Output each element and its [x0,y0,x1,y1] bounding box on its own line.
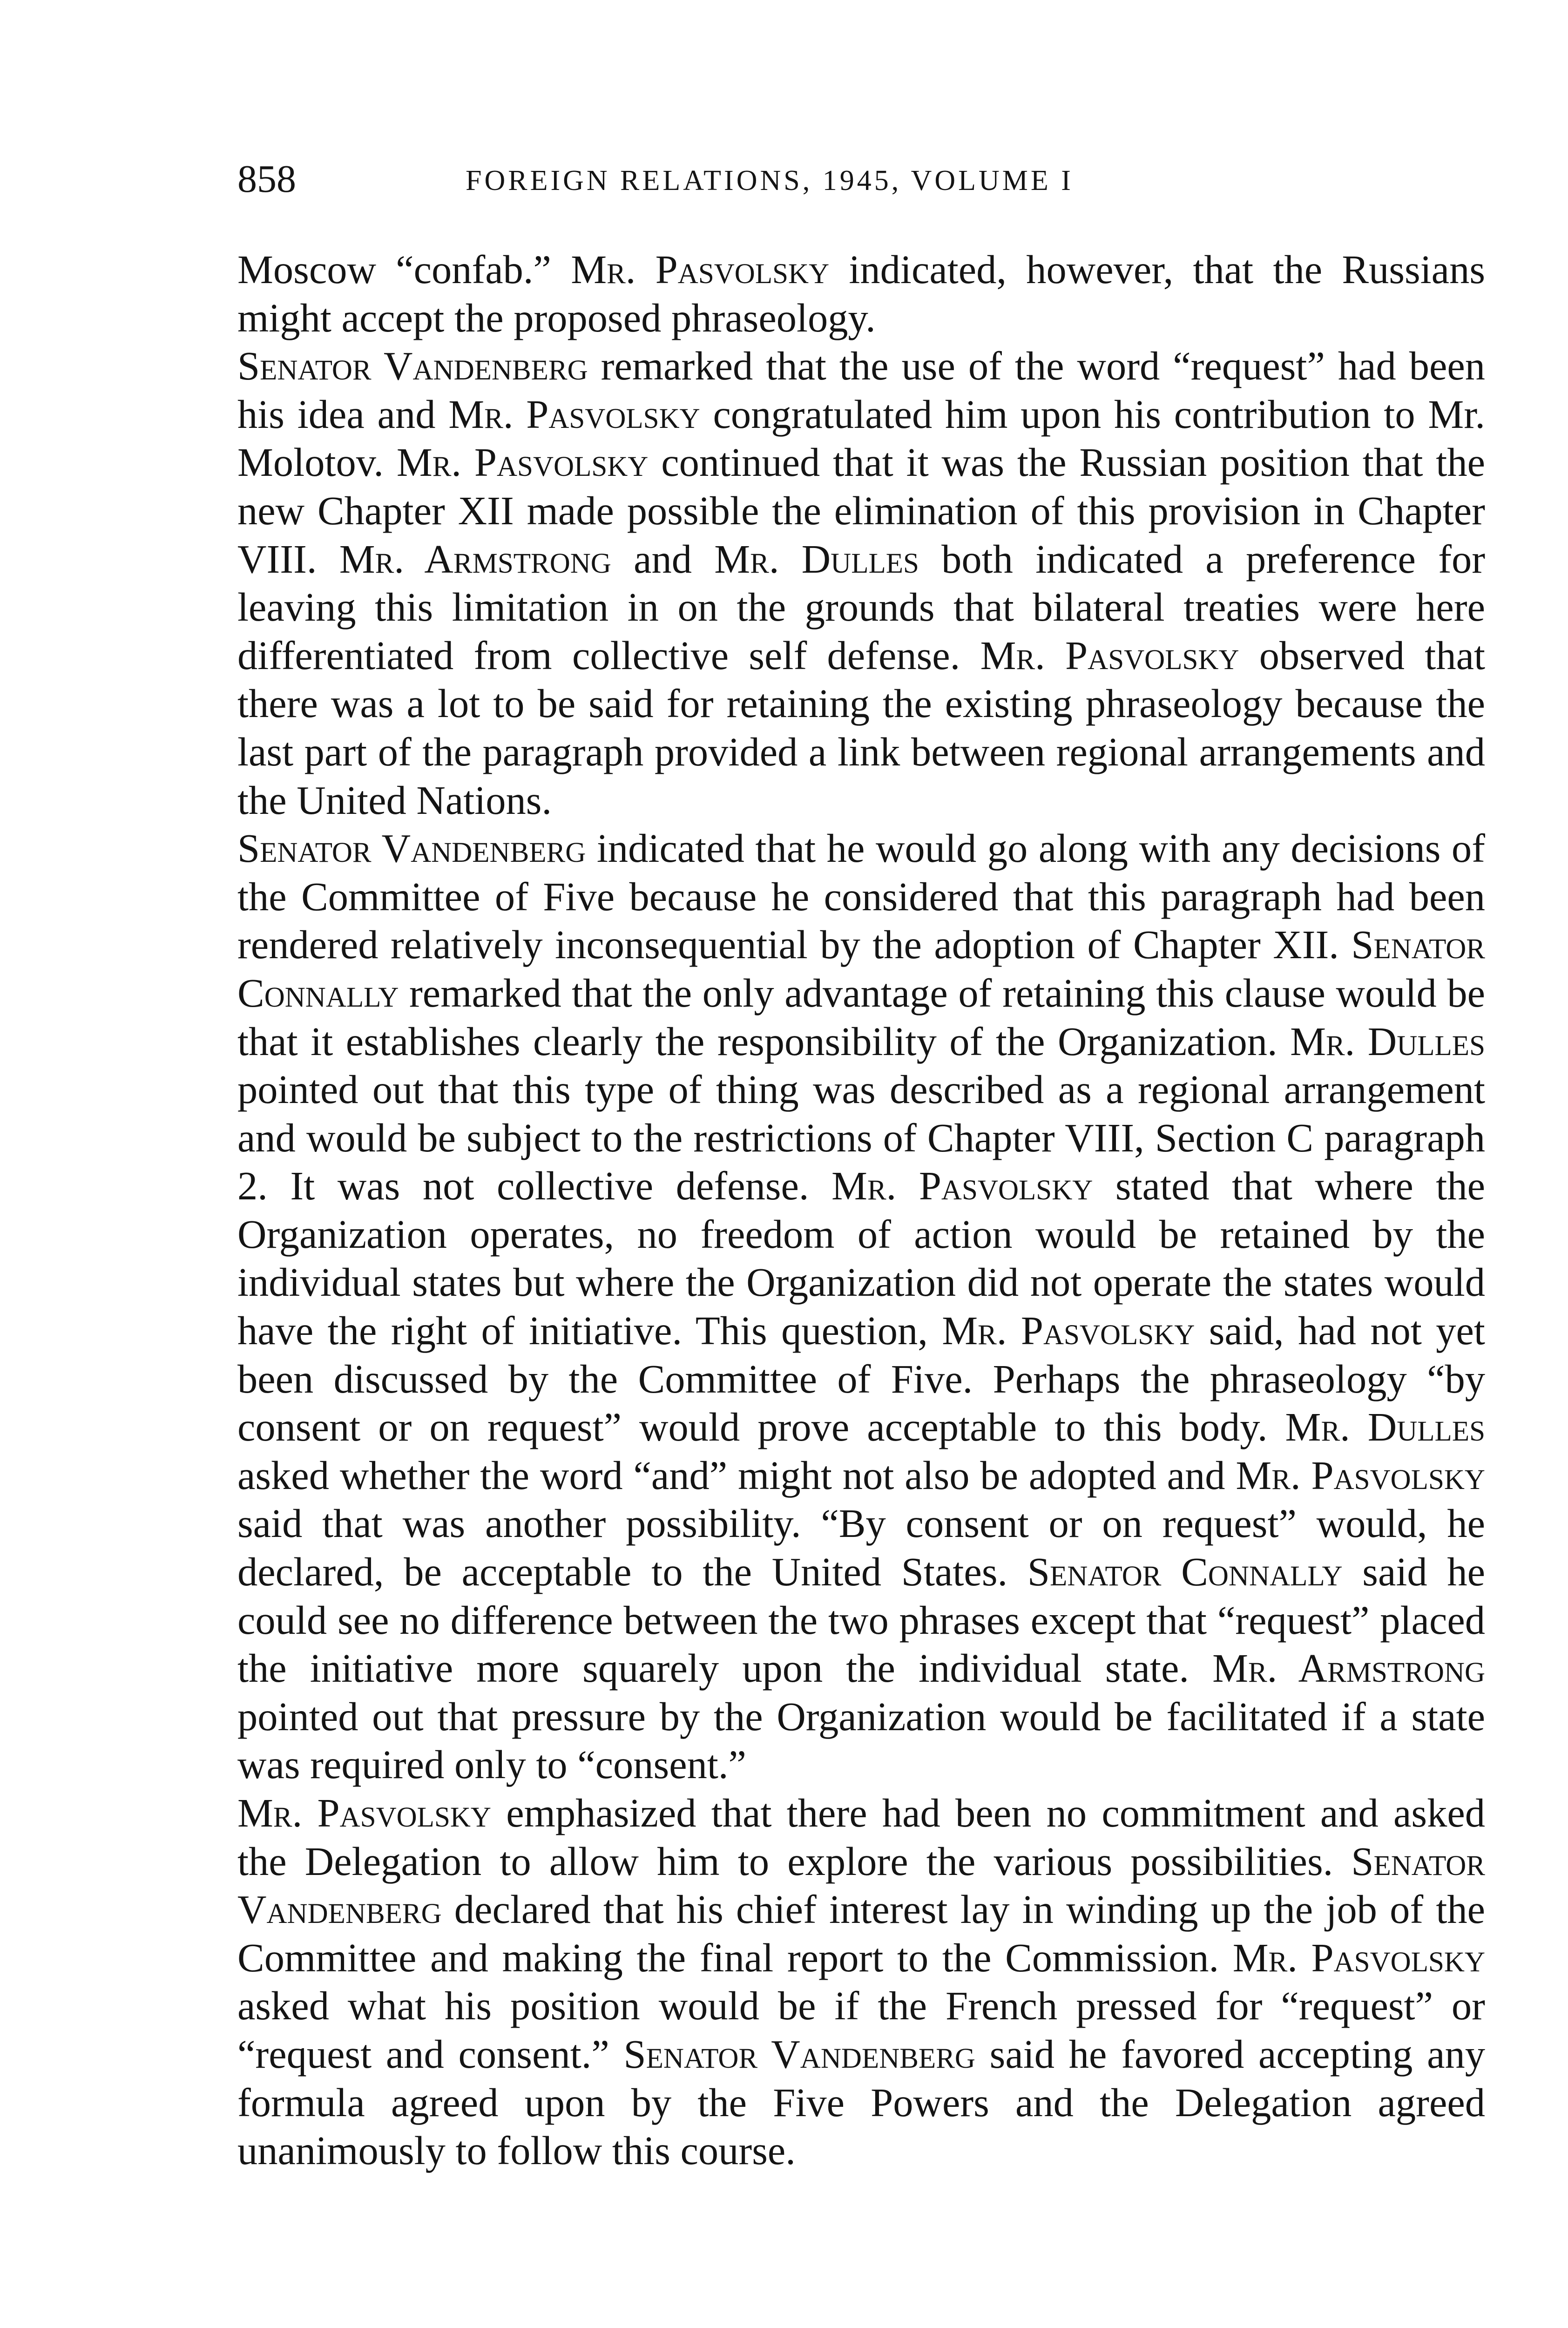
speaker-name: Mr. Pasvolsky [942,1308,1195,1353]
speaker-name: Mr. Pasvolsky [831,1164,1093,1209]
text-run: Moscow “confab.” [237,247,571,292]
page-number: 858 [237,157,296,201]
text-run: stated that where the Organization operates, no freedom of action would be retained by the individual states but where the Organization did not operate the states would have the right of initiative. This question, [237,1164,1485,1353]
text-run: congratulated him upon his contribution to Mr. Molotov. [237,392,1485,485]
running-head [237,154,1485,205]
paragraph-3 [237,825,1485,1789]
text-run: said, had not yet been discussed by the Committee of Five. Perhaps the phraseology “by consent or on request” would prove acceptable to this body. [237,1308,1485,1450]
paragraph-4 [237,1789,1485,2175]
text-run: indicated, however, that the Russians might accept the proposed phraseology. [237,247,1485,340]
text-run: said he favored accepting any formula agreed upon by the Five Powers and the Delegation agreed unanimously to follow this course. [237,2031,1486,2173]
speaker-name: Mr. Pasvolsky [237,1791,491,1835]
text-run: pointed out that pressure by the Organization would be facilitated if a state was required only to “consent.” [237,1694,1485,1787]
speaker-name: Mr. Pasvolsky [571,247,830,292]
running-title: FOREIGN RELATIONS, 1945, VOLUME I [466,165,1074,196]
speaker-name: Mr. Pasvolsky [980,633,1239,678]
speaker-name: Senator Vandenberg [237,826,586,871]
text-run: emphasized that there had been no commitment and asked the Delegation to allow him to explore the various possibilities. [237,1791,1485,1884]
text-run: said he could see no difference between the two phrases except that “request” placed the initiative more squarely upon the individual state. [237,1550,1486,1691]
text-run: observed that there was a lot to be said for retaining the existing phraseology because the last part of the paragraph provided a link between regional arrangements and the United Nations. [237,633,1485,823]
text-run: indicated that he would go along with any decisions of the Committee of Five because he considered that this paragraph had been rendered relatively inconsequential by the adoption of Chapter XII. [237,826,1485,968]
speaker-name: Mr. Armstrong [339,536,611,582]
speaker-name: Mr. Pasvolsky [448,392,700,437]
text-run: declared that his chief interest lay in winding up the job of the Committee and making the final report to the Commission. [237,1887,1485,1980]
speaker-name: Senator Vandenberg [623,2031,975,2077]
body-text [237,246,1485,2175]
speaker-name: Senator Vandenberg [237,1839,1485,1932]
paragraph-2 [237,342,1485,825]
text-run: said that was another possibility. “By consent or on request” would, he declared, be acceptable to the United States. [237,1501,1485,1595]
speaker-name: Mr. Dulles [1285,1405,1486,1450]
text-run: asked what his position would be if the French pressed for “request” or “request and consent.” [237,1983,1485,2077]
speaker-name: Mr. Dulles [1290,1019,1485,1064]
text-run: continued that it was the Russian position that the new Chapter XII made possible the elimination of this provision in Chapter VIII. [237,440,1485,582]
text-run: both indicated a preference for leaving this limitation in on the grounds that bilateral treaties were here differentiated from collective self defense. [237,536,1485,678]
text-run: and [611,536,715,582]
text-run: pointed out that this type of thing was described as a regional arrangement and would be subject to the restrictions of Chapter VIII, Section C paragraph 2. It was not collective defense. [237,1067,1485,1209]
speaker-name: Senator Connally [237,922,1485,1015]
speaker-name: Mr. Dulles [714,536,919,582]
speaker-name: Mr. Pasvolsky [1236,1453,1485,1498]
text-run: asked whether the word “and” might not also be adopted and [237,1453,1236,1498]
text-run: remarked that the use of the word “request” had been his idea and [237,344,1485,437]
speaker-name: Senator Connally [1027,1550,1343,1595]
speaker-name: Mr. Pasvolsky [1232,1935,1485,1980]
speaker-name: Senator Vandenberg [237,344,588,389]
paragraph-1 [237,246,1485,342]
text-run: remarked that the only advantage of retaining this clause would be that it establishes clearly the responsibility of the Organization. [237,970,1485,1064]
speaker-name: Mr. Armstrong [1212,1646,1486,1691]
speaker-name: Mr. Pasvolsky [396,440,649,485]
